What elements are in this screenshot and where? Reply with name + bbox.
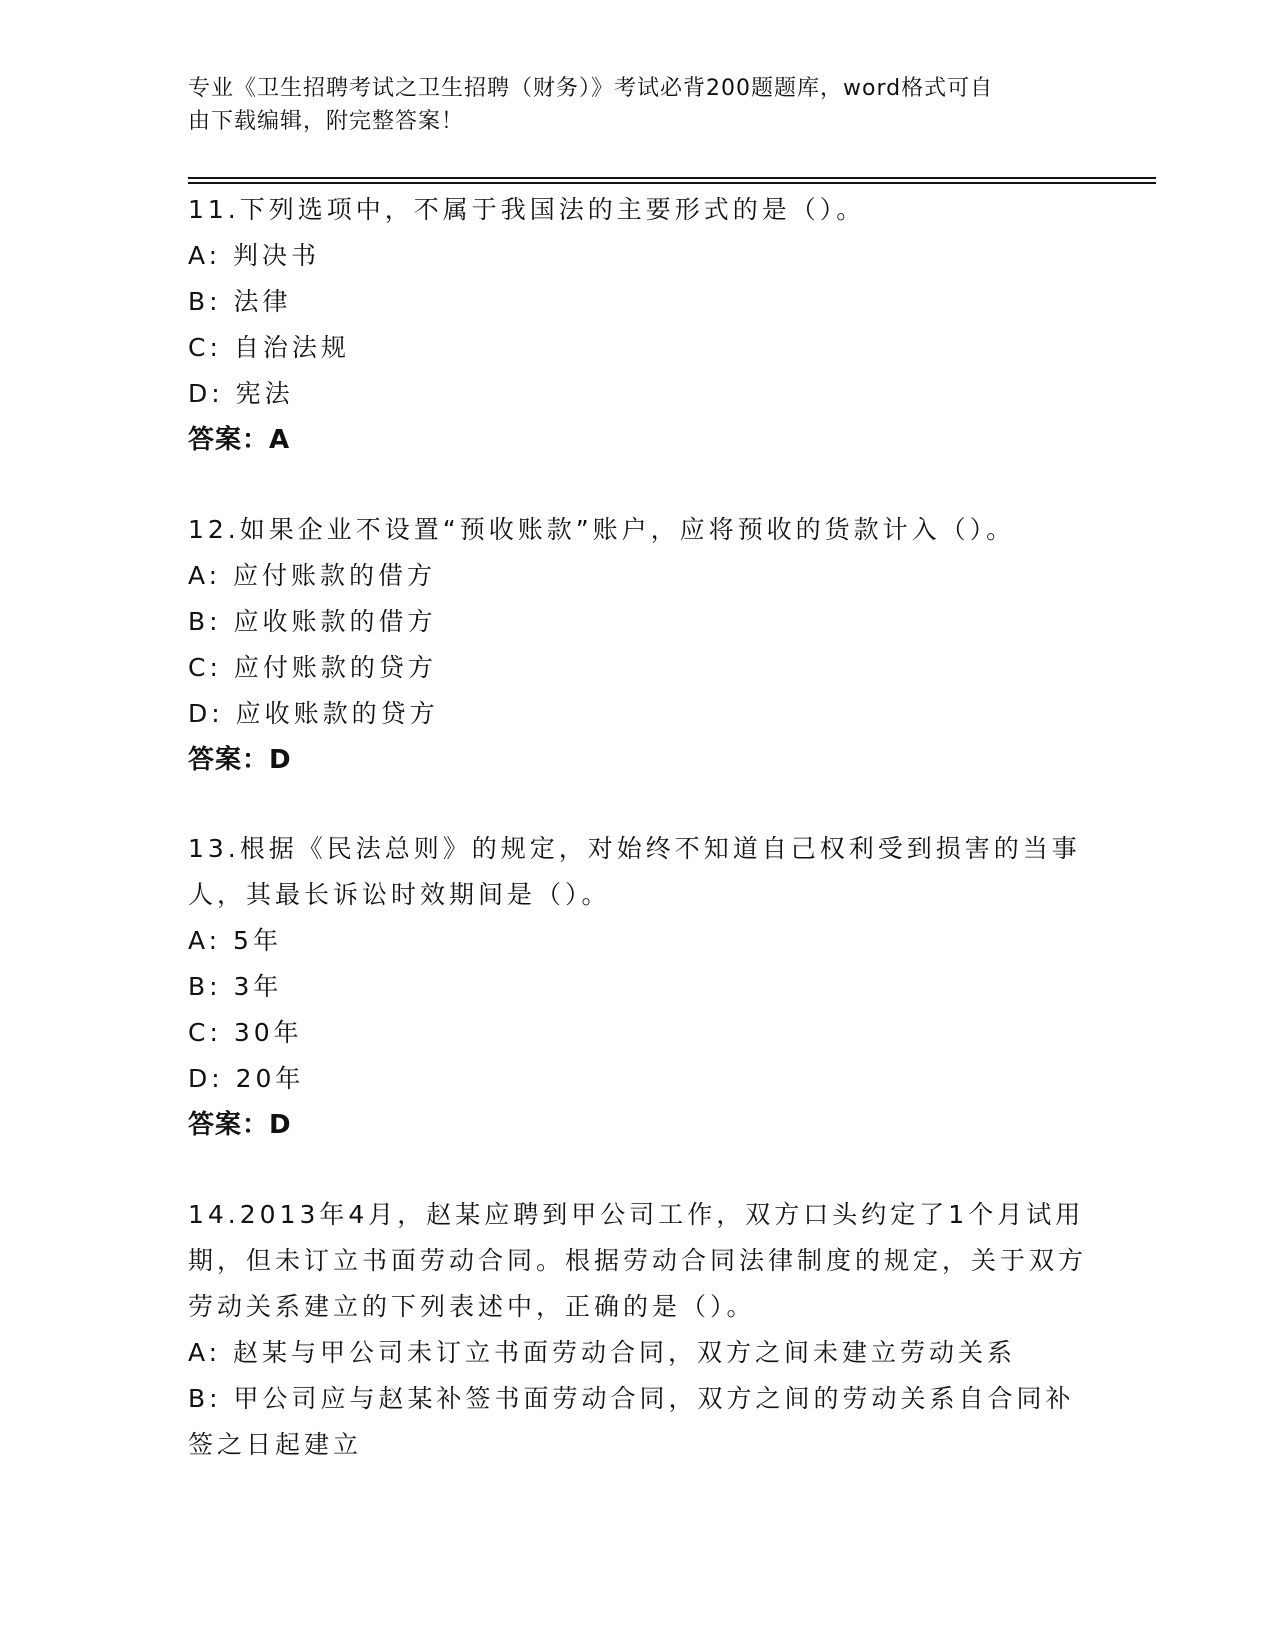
document-header (188, 72, 1068, 138)
header-divider-bottom (188, 182, 1156, 184)
option-b: B: 甲公司应与赵某补签书面劳动合同，双方之间的劳动关系自合同补签之日起建立 (188, 1384, 1075, 1459)
option-a: A: 应付账款的借方 (188, 561, 437, 590)
answer: 答案：D (188, 1110, 292, 1140)
question-text: 13.根据《民法总则》的规定，对始终不知道自己权利受到损害的当事人，其最长诉讼时效期间是（）。 (188, 834, 1081, 909)
header-divider-top (188, 177, 1156, 179)
option-c: C: 30年 (188, 1018, 303, 1047)
option-d: D: 宪法 (188, 379, 294, 408)
question-text: 14.2013年4月，赵某应聘到甲公司工作，双方口头约定了1个月试用期，但未订立书面劳动合同。根据劳动合同法律制度的规定，关于双方劳动关系建立的下列表述中，正确的是（）。 (188, 1200, 1088, 1321)
question-text: 12.如果企业不设置“预收账款”账户，应将预收的货款计入（）。 (188, 515, 1016, 544)
header-line-1: 专业《卫生招聘考试之卫生招聘（财务）》考试必背200题题库，word格式可自 (188, 76, 994, 101)
answer: 答案：D (188, 745, 292, 775)
option-d: D: 应收账款的贷方 (188, 699, 439, 728)
question-13 (188, 826, 1088, 1148)
header-line-2: 由下载编辑，附完整答案！ (188, 109, 465, 134)
option-c: C: 自治法规 (188, 333, 350, 362)
question-text: 11.下列选项中，不属于我国法的主要形式的是（）。 (188, 195, 866, 224)
option-d: D: 20年 (188, 1064, 305, 1093)
option-b: B: 3年 (188, 972, 283, 1001)
question-11 (188, 187, 1088, 463)
option-b: B: 法律 (188, 287, 292, 316)
question-12 (188, 507, 1088, 783)
answer: 答案：A (188, 425, 291, 455)
option-c: C: 应付账款的贷方 (188, 653, 437, 682)
option-a: A: 5年 (188, 926, 282, 955)
option-b: B: 应收账款的借方 (188, 607, 437, 636)
option-a: A: 判决书 (188, 241, 321, 270)
question-14 (188, 1192, 1088, 1468)
option-a: A: 赵某与甲公司未订立书面劳动合同，双方之间未建立劳动关系 (188, 1338, 1017, 1367)
